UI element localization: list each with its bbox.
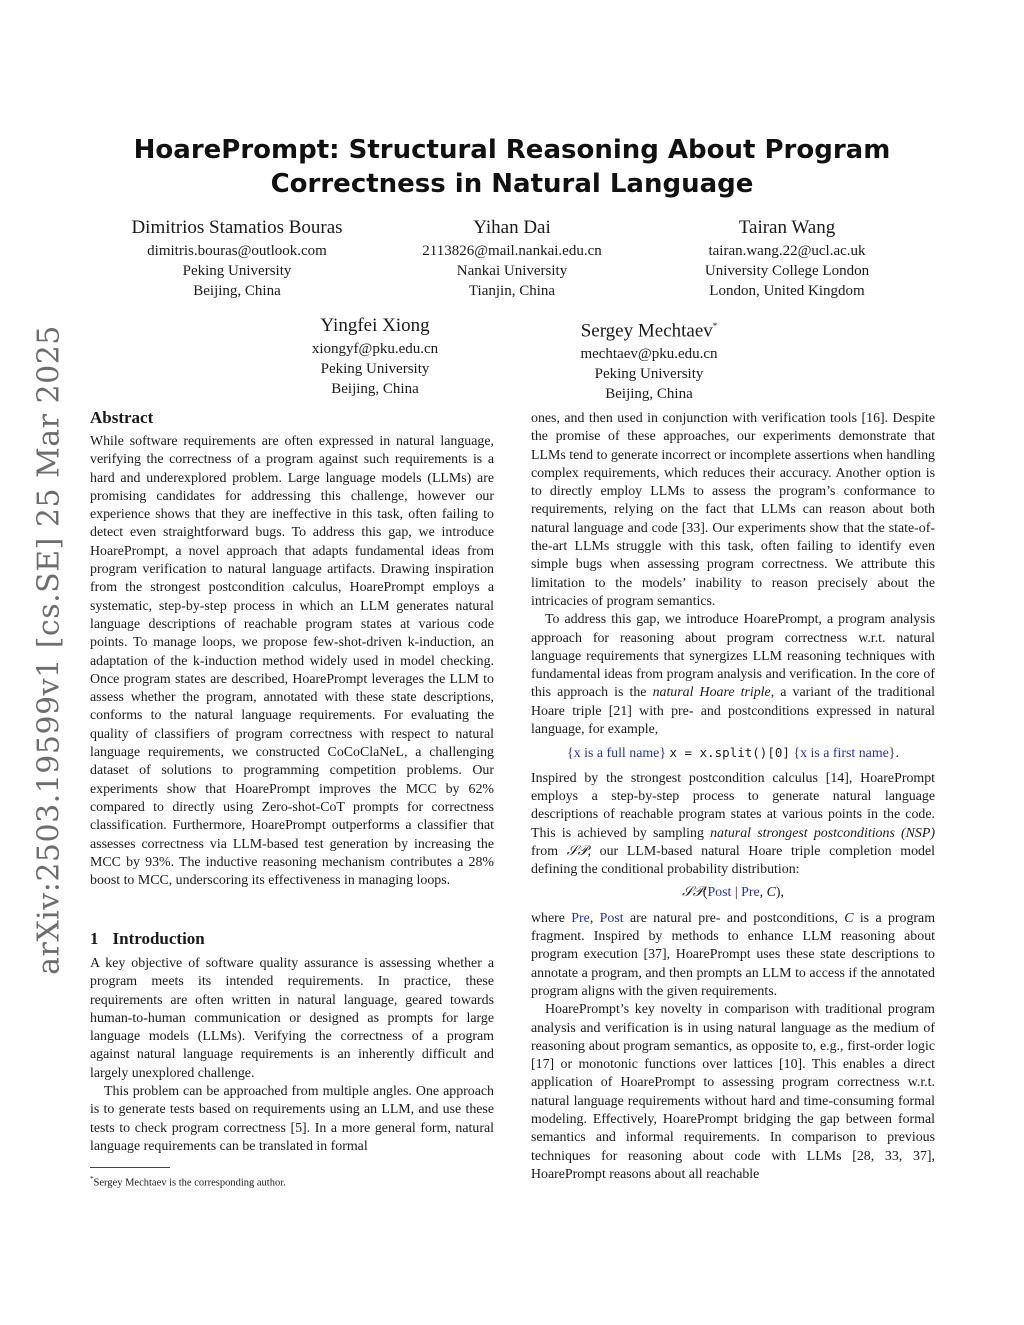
section-title: Introduction [112,929,205,948]
author-name: Dimitrios Stamatios Bouras [131,217,343,238]
equation-hoare-triple: {x is a full name} x = x.split()[0] {x is a first name}. [567,745,899,762]
author-block [362,215,662,301]
paragraph: where Pre, Post are natural pre- and postconditions, C is a program fragment. Inspired by methods to enhance LLM reasoning about program execution [37], HoarePrompt uses these state descriptions to annotate a program, and then prompts an LLM to access if the annotated program aligns with the given requirements. [531,910,936,999]
precondition: {x is a full name} [567,746,667,762]
author-location: Beijing, China [605,386,693,403]
footnote-rule [90,1167,170,1168]
section-heading [90,929,205,949]
footnote-text: Sergey Mechtaev is the corresponding author. [93,1177,286,1189]
abstract-body [90,433,494,890]
author-affiliation: Peking University [320,361,430,377]
paragraph: A key objective of software quality assurance is assessing whether a program meets its intended requirements. In practice, these requirements are often written in natural language, geared towards human-to-human communication or designed as prompts for large language models (LLMs). Verifying the correctness of a program against natural language requirements is an inherently difficult and largely unexplored challenge. [90,956,494,1081]
author-name: Yihan Dai [473,217,551,238]
paragraph: This problem can be approached from multiple angles. One approach is to generate tests based on requirements using an LLM, and use these tests to check program correctness [5]. In a more general form, natural language requirements can be translated in formal [90,1084,494,1154]
intro-body [90,955,494,1156]
paragraph: ones, and then used in conjunction with verification tools [16]. Despite the promise of these approaches, our experiments demonstrate that LLMs tend to generate incorrect or incomplete assertions when handling complex requirements, which reduces their accuracy. Another option is to directly employ LLMs to assess the program’s conformance to requirements, relying on the fact that LLMs can reason about both natural language and code [33]. Our experiments show that the state-of-the-art LLMs struggle with this task, often failing to identify even simple bugs when assessing program correctness. We attribute this limitation to the models’ inability to reason precisely about the intricacies of program semantics. [531,411,935,609]
author-location: Tianjin, China [468,283,556,299]
author-block [637,215,937,301]
author-email: 2113826@mail.nankai.edu.cn [422,243,602,259]
footnote-mark: * [90,1175,94,1183]
author-email: tairan.wang.22@ucl.ac.uk [708,243,866,259]
equation-distribution: 𝒮𝒫(Post | Pre, C), [682,885,784,901]
author-email: xiongyf@pku.edu.cn [311,341,439,357]
author-name: Sergey Mechtaev* [580,320,718,342]
author-block [499,313,799,404]
author-affiliation: Peking University [594,366,704,383]
author-footnote-mark: * [712,321,718,331]
arxiv-watermark [4,325,94,975]
author-location: Beijing, China [331,381,419,397]
section-number: 1 [90,929,99,948]
author-affiliation: Nankai University [456,263,568,279]
author-location: Beijing, China [193,283,281,299]
code-statement: x = x.split()[0] [669,745,790,761]
author-email: dimitris.bouras@outlook.com [147,243,327,259]
paragraph: Inspired by the strongest postcondition calculus [14], HoarePrompt employs a step-by-step process to generate natural language descriptions of reachable program states at various points in the code. This is achieved by sampling natural strongest postconditions (NSP) from 𝒮𝒫, our LLM-based natural Hoare triple completion model defining the conditional probability distribution: [531,770,935,878]
postcondition: {x is a first name} [793,746,896,762]
footnote [90,1172,286,1191]
arxiv-id: arXiv:2503.19599v1 [cs.SE] 25 Mar 2025 [31,325,67,975]
right-column [531,410,935,1184]
author-affiliation: Peking University [182,263,292,279]
paragraph: HoarePrompt’s key novelty in comparison with traditional program analysis and verification is in using natural language as the medium of reasoning about program semantics, as opposite to, e.g., first-order logic [17] or monotonic functions over lattices [10]. This enables a direct application of HoarePrompt to assessing program correctness w.r.t. natural language requirements without hard and time-consuming formal modeling. Effectively, HoarePrompt bridging the gap between formal semantics and informal requirements. In comparison to previous techniques for reasoning about code with LLMs [28, 33, 37], HoarePrompt reasons about all reachable [531,1002,935,1182]
author-name: Tairan Wang [738,217,836,238]
author-email: mechtaev@pku.edu.cn [580,346,718,363]
abstract-text: While software requirements are often expressed in natural language, verifying the correctness of a program against such requirements is a hard and underexplored problem. Large language models (LLMs) are promising candidates for addressing this challenge, however our experience shows that they are ineffective in this task, often failing to detect even straightforward bugs. To address this gap, we introduce HoarePrompt, a novel approach that adapts fundamental ideas from program verification to natural language artifacts. Drawing inspiration from the strongest postcondition calculus, HoarePrompt employs a systematic, step-by-step process in which an LLM generates natural language descriptions of reachable program states at various code points. To manage loops, we propose few-shot-driven k-induction, an adaptation of the k-induction method widely used in model checking. Once program states are described, HoarePrompt leverages the LLM to assess whether the program, annotated with these state descriptions, conforms to the natural language requirements. For evaluating the quality of classifiers of program correctness with respect to natural language requirements, we constructed CoCoClaNeL, a challenging dataset of solutions to programming competition problems. Our experiments show that HoarePrompt improves the MCC by 62% compared to directly using Zero-shot-CoT prompts for correctness classification. Furthermore, HoarePrompt outperforms a classifier that assesses correctness via LLM-based test generation by increasing the MCC by 93%. The inductive reasoning mechanism contributes a 28% boost to MCC, underscoring its effectiveness in managing loops. [90,434,494,889]
author-name: Yingfei Xiong [320,315,430,336]
paragraph: To address this gap, we introduce HoarePrompt, a program analysis approach for reasoning about program correctness w.r.t. natural language requirements that synergizes LLM reasoning techniques with fundamental ideas from program analysis and verification. In the core of this approach is the natural Hoare triple, a variant of the traditional Hoare triple [21] with pre- and postconditions expressed in natural language, for example, [531,612,935,738]
author-location: London, United Kingdom [709,283,865,299]
paper-title: HoarePrompt: Structural Reasoning About Program Correctness in Natural Language [133,135,891,199]
author-affiliation: University College London [704,263,870,279]
author-block [87,215,387,301]
author-block [225,313,525,399]
abstract-heading: Abstract [90,408,154,427]
